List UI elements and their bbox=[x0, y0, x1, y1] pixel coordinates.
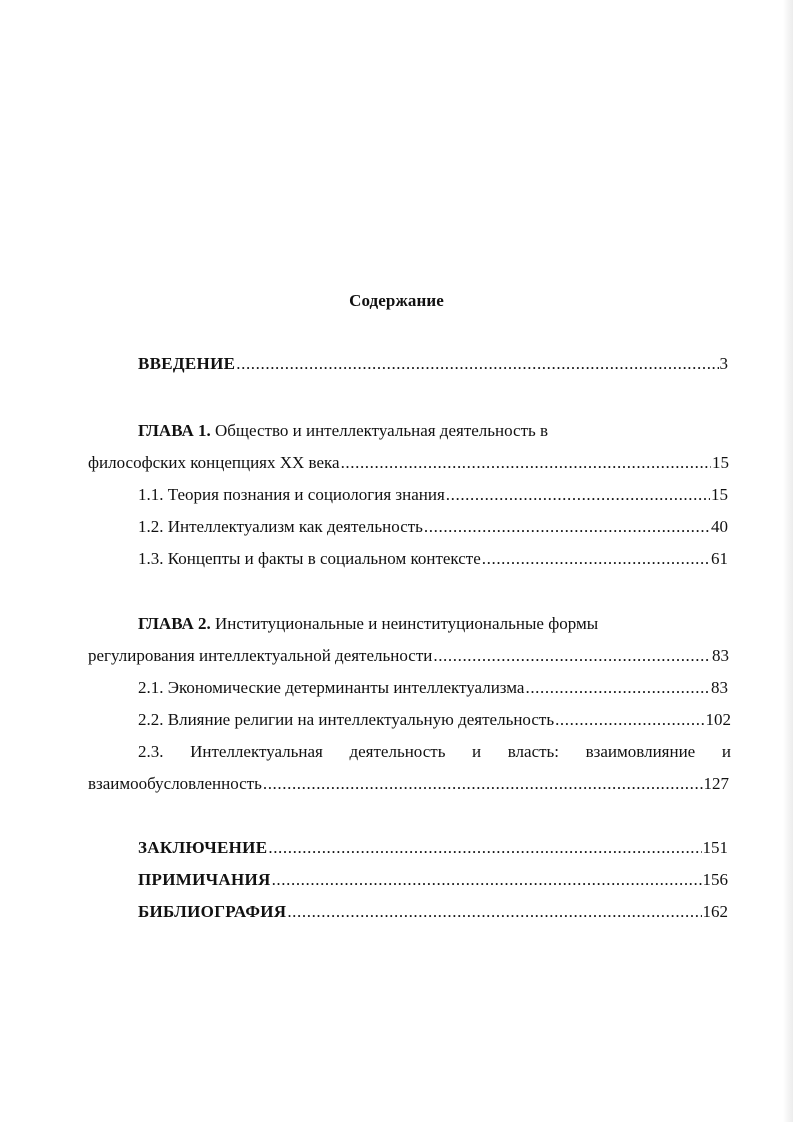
leader-dots bbox=[525, 677, 710, 699]
toc-page-number: 83 bbox=[712, 646, 729, 665]
chapter1-title-line2: философских концепциях XX века bbox=[88, 453, 340, 472]
toc-entry-section-2-1 bbox=[138, 677, 728, 699]
chapter2-title-line1: Институциональные и неинституциональные формы bbox=[215, 614, 599, 633]
toc-entry-bibliography bbox=[138, 901, 728, 923]
toc-page-number: 102 bbox=[705, 710, 731, 729]
chapter2-prefix: ГЛАВА 2. bbox=[138, 614, 211, 633]
toc-page-number: 15 bbox=[712, 453, 729, 472]
toc-entry-label: БИБЛИОГРАФИЯ bbox=[138, 902, 287, 921]
toc-entry-label: 2.2. Влияние религии на интеллектуальную деятельность bbox=[138, 710, 555, 729]
toc-page-number: 83 bbox=[711, 678, 728, 697]
section-2-3-word: Интеллектуальная bbox=[190, 742, 323, 761]
toc-entry-chapter2 bbox=[88, 645, 729, 667]
toc-entry-label: 1.2. Интеллектуализм как деятельность bbox=[138, 517, 423, 536]
page-title: Содержание bbox=[349, 291, 444, 310]
toc-entry-label: взаимообусловленность bbox=[88, 774, 262, 793]
toc-page-number: 162 bbox=[702, 902, 728, 921]
section-2-3-word: и bbox=[472, 742, 482, 761]
toc-page-number: 127 bbox=[703, 774, 729, 793]
toc-entry-section-2-2 bbox=[138, 709, 731, 731]
leader-dots bbox=[268, 837, 701, 859]
leader-dots bbox=[482, 548, 710, 570]
toc-entry-intro bbox=[138, 353, 728, 375]
toc-entry-section-1-1 bbox=[138, 484, 728, 506]
toc-entry-section-1-3 bbox=[138, 548, 728, 570]
toc-page-number: 40 bbox=[711, 517, 728, 536]
chapter2-heading bbox=[138, 613, 598, 635]
leader-dots bbox=[341, 452, 711, 474]
chapter1-title-line1: Общество и интеллектуальная деятельность в bbox=[215, 421, 549, 440]
leader-dots bbox=[424, 516, 710, 538]
chapter1-prefix: ГЛАВА 1. bbox=[138, 421, 211, 440]
toc-page-number: 3 bbox=[719, 354, 728, 373]
leader-dots bbox=[236, 353, 718, 375]
leader-dots bbox=[433, 645, 711, 667]
toc-entry-conclusion bbox=[138, 837, 728, 859]
section-2-3-word: взаимовлияние bbox=[585, 742, 696, 761]
toc-page-number: 156 bbox=[702, 870, 728, 889]
toc-entry-label: 2.1. Экономические детерминанты интеллектуализма bbox=[138, 678, 525, 697]
toc-entry-label: 1.1. Теория познания и социология знания bbox=[138, 485, 445, 504]
leader-dots bbox=[446, 484, 710, 506]
leader-dots bbox=[263, 773, 703, 795]
section-2-3-word: 2.3. bbox=[138, 742, 164, 761]
leader-dots bbox=[555, 709, 704, 731]
toc-entry-label: ЗАКЛЮЧЕНИЕ bbox=[138, 838, 268, 857]
toc-entry-label: ВВЕДЕНИЕ bbox=[138, 354, 236, 373]
toc-entry-label: ПРИМИЧАНИЯ bbox=[138, 870, 271, 889]
toc-page-number: 151 bbox=[702, 838, 728, 857]
toc-entry-notes bbox=[138, 869, 728, 891]
toc-entry-section-1-2 bbox=[138, 516, 728, 538]
toc-entry-chapter1 bbox=[88, 452, 729, 474]
section-2-3-word: деятельность bbox=[349, 742, 446, 761]
chapter1-heading bbox=[138, 420, 548, 442]
leader-dots bbox=[287, 901, 701, 923]
section-2-3-word: и bbox=[721, 742, 731, 761]
toc-page-number: 61 bbox=[711, 549, 728, 568]
toc-entry-label: 1.3. Концепты и факты в социальном контексте bbox=[138, 549, 481, 568]
toc-entry-section-2-3-line2 bbox=[88, 773, 729, 795]
scan-edge-shadow bbox=[783, 0, 793, 1122]
toc-entry-section-2-3-line1 bbox=[138, 741, 731, 763]
toc-page-number: 15 bbox=[711, 485, 728, 504]
section-2-3-word: власть: bbox=[507, 742, 560, 761]
chapter2-title-line2: регулирования интеллектуальной деятельности bbox=[88, 646, 433, 665]
leader-dots bbox=[272, 869, 702, 891]
